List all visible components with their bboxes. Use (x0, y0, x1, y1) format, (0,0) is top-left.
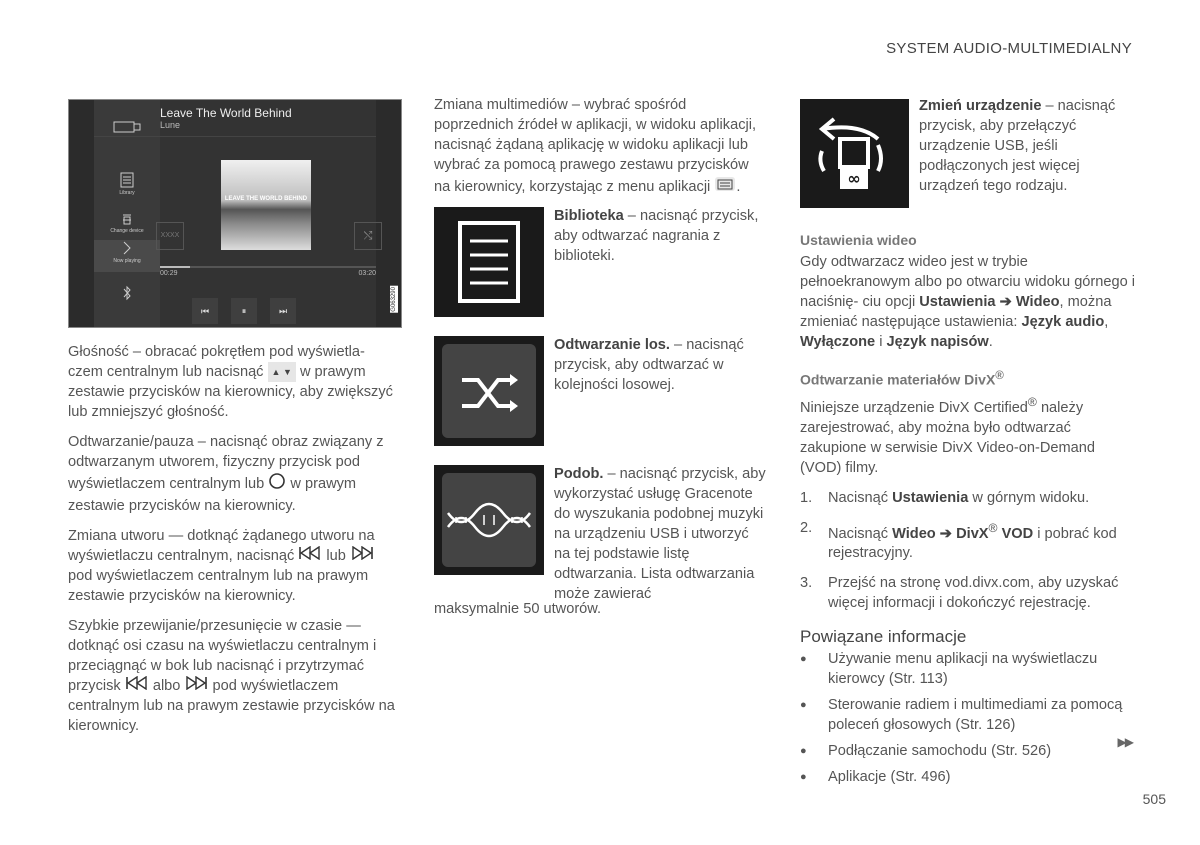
middle-column: Zmiana multimediów – wybrać spośród poprzednich źródeł w aplikacji, w widoku aplikacji, nacisnąć żądaną aplikację w widoku aplikacji lub wybrać za pomocą prawego zestawu przycisków na kierownicy, korzystając z menu aplikacji . (434, 95, 766, 203)
left-column (68, 342, 398, 746)
change-media-text-end: na kierownicy, korzystając z menu aplikacji (434, 178, 711, 195)
progress-track[interactable] (160, 266, 376, 268)
similar-desc-end (434, 599, 764, 619)
track-change-text-a: Zmiana utworu — dotknąć żądanego utworu na (68, 528, 375, 545)
track-change-text-d: pod wyświetlaczem centralnym lub na prawym zestawie przycisków na kierownicy. (68, 568, 369, 605)
section-title: SYSTEM AUDIO-MULTIMEDIALNY (886, 40, 1132, 57)
shuffle-desc (554, 335, 766, 395)
sidebar (94, 100, 160, 328)
change-device-desc (919, 96, 1135, 196)
divx-step: 2. Nacisnąć Wideo ➔ DivX® VOD i pobrać kod rejestracyjny. (800, 519, 1117, 562)
total-time: 03:20 (358, 270, 376, 277)
page-number: 505 (1142, 791, 1166, 807)
now-playing-label: Now playing (113, 258, 141, 264)
next-track-button[interactable]: ⏭ (270, 298, 296, 324)
related-list (800, 649, 1136, 787)
video-settings-text: Gdy odtwarzacz wideo jest w trybie pełnoekranowym albo po otwarciu widoku górnego i naciśnię- ciu opcji Ustawienia ➔ Wideo, można zmieniać następujące ustawienia: Język audio, Wyłączone i Język napisów. (800, 254, 1136, 350)
shuffle-icon (434, 336, 544, 446)
continue-arrows-icon: ▶▶ (1117, 735, 1132, 749)
progress-fill (160, 266, 190, 268)
album-art-text: LEAVE THE WORLD BEHIND (224, 196, 308, 202)
skip-forward-icon (350, 546, 374, 566)
related-link[interactable]: ● Podłączanie samochodu (Str. 526) (800, 741, 1136, 761)
usb-icon (94, 120, 160, 136)
skip-back-icon (125, 676, 149, 696)
dna-icon (434, 465, 544, 575)
now-playing-panel (160, 100, 376, 328)
shuffle-label: Odtwarzanie los. (554, 337, 670, 353)
skip-forward-icon (184, 676, 208, 696)
change-device-text: – nacisnąć przycisk, aby przełączyć urządzenie USB, jeśli podłączonych jest więcej urządzeń tego rodzaju. (919, 98, 1116, 194)
seek-text-b: przycisk (68, 678, 121, 695)
shuffle-thumb-icon[interactable]: ⤭ (354, 222, 382, 250)
playpause-text-a: Odtwarzanie/pauza – nacisnąć obraz związany z odtwarzanym utworem, fizyczny przycisk pod (68, 434, 384, 471)
playpause-text-b: wyświetlaczem centralnym lub (68, 476, 265, 492)
playpause-text-c: w prawym zestawie przycisków na kierownicy. (68, 476, 357, 515)
shuffle-text: – nacisnąć przycisk, aby odtwarzać w kolejności losowej. (554, 337, 744, 393)
seek-text-d: pod wyświetlaczem centralnym lub na prawym zestawie przycisków na kierownicy. (68, 678, 395, 735)
seek-text-a: Szybkie przewijanie/przesunięcie w czasie — dotknąć osi czasu na wyświetlaczu centralnym i przeciągnąć w bok lub nacisnąć i przytrzymać (68, 618, 377, 675)
similar-text-end: maksymalnie 50 utworów. (434, 601, 602, 617)
track-change-text-c: lub (326, 548, 346, 565)
change-device-label: Change device (110, 228, 144, 234)
menu-icon (714, 175, 736, 199)
media-player-screenshot (68, 99, 402, 328)
now-playing-side-item[interactable] (94, 240, 160, 272)
divx-steps (800, 488, 1136, 614)
related-link[interactable]: ● Aplikacje (Str. 496) (800, 767, 1136, 787)
volume-text-b: czem centralnym lub nacisnąć (68, 364, 264, 380)
library-label: Library (119, 190, 135, 196)
bluetooth-icon[interactable] (94, 285, 160, 303)
volume-text-a: Głośność – obracać pokrętłem pod wyświetla- (68, 344, 365, 360)
up-down-icon: ▲ ▼ (268, 362, 296, 382)
track-change-text-b: wyświetlaczu centralnym, nacisnąć (68, 548, 295, 565)
skip-back-icon (298, 546, 322, 566)
elapsed-time: 00:29 (160, 270, 178, 277)
song-title: Leave The World Behind (160, 106, 292, 120)
related-link[interactable]: ● Używanie menu aplikacji na wyświetlaczu kierowcy (Str. 113) (800, 649, 1136, 689)
svg-text:∞: ∞ (847, 169, 861, 188)
volume-text-c: w prawym (299, 364, 366, 380)
pause-button[interactable]: ⏸ (231, 298, 257, 324)
change-device-icon (800, 99, 909, 208)
video-settings-heading: Ustawienia wideo (800, 232, 917, 248)
similar-text: – nacisnąć przycisk, aby wykorzystać usługę Gracenote do wyszukania podobnej muzyki na urządzeniu USB i utworzyć na tej podstawie listę odtwarzania. Lista odtwarzania może zawierać (554, 466, 766, 602)
artist-name: Lune (160, 120, 181, 130)
divx-text: Niniejsze urządzenie DivX Certified® należy zarejestrować, aby można było odtwarzać zakupione w serwisie DivX Video-on-Demand (VOD) filmy. (800, 394, 1095, 476)
similar-label: Podob. (554, 466, 604, 482)
right-column (800, 216, 1136, 793)
similar-desc (554, 464, 766, 604)
change-device-label: Zmień urządzenie (919, 98, 1042, 114)
library-label: Biblioteka (554, 208, 624, 224)
image-code: G063290 (391, 287, 397, 312)
previous-album-thumb[interactable]: XXXX (156, 222, 184, 250)
library-side-item[interactable] (94, 172, 160, 196)
circle-button-icon (268, 472, 286, 496)
change-media-text: Zmiana multimediów – wybrać spośród poprzednich źródeł w aplikacji, w widoku aplikacji, nacisnąć żądaną aplikację w widoku aplikacji lub wybrać za pomocą prawego zestawu przycisków (434, 97, 757, 173)
library-text: – nacisnąć przycisk, aby odtwarzać nagrania z biblioteki. (554, 208, 759, 264)
related-info-heading: Powiązane informacje (800, 627, 967, 647)
seek-text-c: albo (152, 678, 181, 695)
library-desc (554, 206, 766, 266)
library-icon (434, 207, 544, 317)
divx-heading: Odtwarzanie materiałów DivX® (800, 369, 1004, 388)
related-link[interactable]: ● Sterowanie radiem i multimediami za pomocą poleceń głosowych (Str. 126) (800, 695, 1136, 735)
volume-text-d: zestawie przycisków na kierownicy, aby zwiększyć lub zmniejszyć głośność. (68, 384, 393, 421)
album-art[interactable] (221, 160, 311, 250)
previous-track-button[interactable]: ⏮ (192, 298, 218, 324)
change-device-side-item[interactable] (94, 210, 160, 234)
divx-step: 3. Przejść na stronę vod.divx.com, aby uzyskać więcej informacji i dokończyć rejestrację. (800, 575, 1119, 612)
divx-step: 1. Nacisnąć Ustawienia w górnym widoku. (800, 489, 1090, 506)
